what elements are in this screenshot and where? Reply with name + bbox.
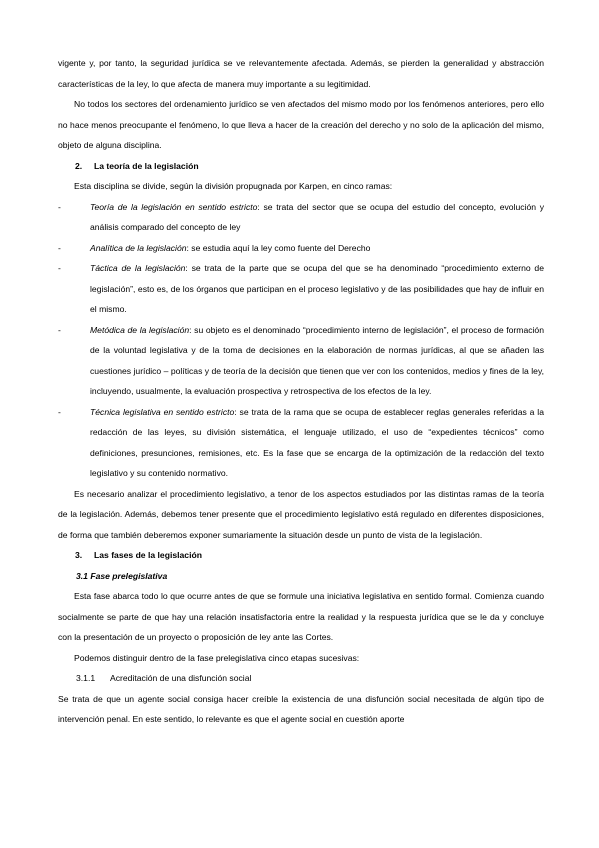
branch-text: : se estudia aquí la ley como fuente del Derecho	[186, 242, 371, 253]
list-item	[58, 258, 544, 320]
paragraph-necessary: Es necesario analizar el procedimiento legislativo, a tenor de los aspectos estudiados por las distintas ramas de la teoría de la legislación. Además, debemos tener presente que el procedimiento legislativo está regulado en diferentes disposiciones, de forma que también deberemos exponer sumariamente la situación desde un punto de vista de la legislación.	[58, 488, 544, 540]
subsection-heading-3-1-1	[58, 668, 544, 689]
section-number: 2.	[75, 160, 83, 171]
list-item	[58, 320, 544, 402]
branches-list	[58, 197, 544, 484]
branch-text: : se trata de la parte que se ocupa del que se ha denominado “procedimiento externo de legislación”, esto es, de los órganos que participan en el proceso legislativo y de las posibilidades que hay de influir en el mismo.	[90, 263, 544, 314]
dash-bullet: -	[58, 201, 61, 212]
list-item	[58, 238, 544, 259]
dash-bullet: -	[58, 263, 61, 273]
branch-term: Analítica de la legislación	[90, 242, 187, 253]
paragraph-stages: Podemos distinguir dentro de la fase prelegislativa cinco etapas sucesivas:	[74, 652, 360, 663]
branch-text: : se trata de la rama que se ocupa de establecer reglas generales referidas a la redacción de las leyes, su división sistemática, el lenguaje utilizado, el uso de “expedientes técnicos” como definiciones, presunciones, remisiones, etc. Es la fase que se encarga de la optimización de la redacción del texto legislativo y su contenido normativo.	[90, 406, 544, 478]
section-heading-3	[58, 545, 544, 566]
section-title: Las fases de la legislación	[94, 550, 202, 560]
document-body	[58, 53, 544, 730]
subsection-number: 3.1.1	[76, 673, 96, 683]
section-title: La teoría de la legislación	[94, 160, 199, 171]
section-heading-2	[58, 156, 544, 177]
section-number: 3.	[75, 550, 83, 560]
branch-text: : su objeto es el denominado “procedimiento interno de legislación”, el proceso de formación de la voluntad legislativa y de la toma de decisiones en la elaboración de normas jurídicas, al que se añaden las cuestiones jurídico – políticas y de teoría de la decisión que tienen que ver con los contenidos, medios y fines de la ley, incluyendo, usualmente, la evaluación prospectiva y retrospectiva de los efectos de la ley.	[90, 324, 544, 396]
paragraph-final: Se trata de que un agente social consiga hacer creíble la existencia de una disfunción social necesitada de algún tipo de intervención penal. En este sentido, lo relevante es que el agente social en cuestión aporte	[58, 693, 544, 724]
subsection-heading-3-1: 3.1 Fase prelegislativa	[76, 570, 168, 581]
list-item	[58, 402, 544, 484]
paragraph-sectors: No todos los sectores del ordenamiento jurídico se ven afectados del mismo modo por los fenómenos anteriores, pero ello no hace menos preocupante el fenómeno, lo que lleva a hacer de la creación del derecho y no solo de la aplicación del mismo, objeto de alguna disciplina.	[58, 99, 544, 150]
dash-bullet: -	[58, 324, 61, 335]
branch-term: Táctica de la legislación	[90, 263, 186, 273]
dash-bullet: -	[58, 406, 61, 417]
list-item	[58, 197, 544, 238]
branch-term: Metódica de la legislación	[90, 324, 190, 335]
branch-text: : se trata del sector que se ocupa del estudio del concepto, evolución y análisis comparado del concepto de ley	[90, 201, 545, 232]
branch-term: Técnica legislativa en sentido estricto	[90, 406, 235, 417]
subsection-title: Acreditación de una disfunción social	[110, 673, 252, 683]
paragraph-prelegislative: Esta fase abarca todo lo que ocurre antes de que se formule una iniciativa legislativa en sentido formal. Comienza cuando socialmente se parte de que hay una relación insatisfactoria entre la realidad y la respuesta jurídica que se le da y concluye con la presentación de un proyecto o proposición de ley ante las Cortes.	[58, 591, 544, 642]
dash-bullet: -	[58, 242, 61, 253]
paragraph-intro: vigente y, por tanto, la seguridad jurídica se ve relevantemente afectada. Además, se pierden la generalidad y abstracción características de la ley, lo que afecta de manera muy importante a su legitimidad.	[58, 58, 544, 89]
paragraph-division: Esta disciplina se divide, según la división propugnada por Karpen, en cinco ramas:	[74, 181, 393, 191]
branch-term: Teoría de la legislación en sentido estricto	[90, 201, 258, 212]
